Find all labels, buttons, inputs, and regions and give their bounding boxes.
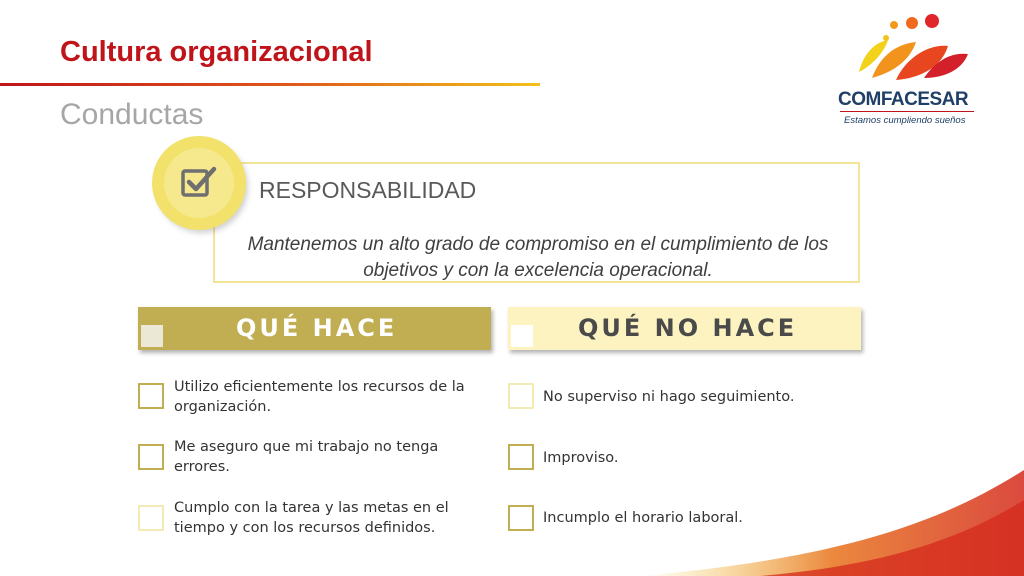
does-not-item-checkbox <box>508 383 534 409</box>
title-divider <box>0 83 540 86</box>
does-item-checkbox <box>138 505 164 531</box>
does-item: Me aseguro que mi trabajo no tenga errores. <box>174 439 439 475</box>
logo-name: COMFACESAR <box>838 89 969 110</box>
value-description: Mantenemos un alto grado de compromiso en el cumplimiento de los objetivos y con la excelencia operacional. <box>247 234 829 281</box>
does-item-checkbox <box>138 383 164 409</box>
does-header-label: QUÉ HACE <box>236 314 398 342</box>
does-item-checkbox <box>138 444 164 470</box>
does-not-item-checkbox <box>508 444 534 470</box>
header-square-icon <box>511 325 533 347</box>
does-item: Utilizo eficientemente los recursos de la organización. <box>174 379 465 415</box>
value-title: RESPONSABILIDAD <box>259 177 477 203</box>
page-subtitle: Conductas <box>60 98 204 131</box>
does-not-item: Incumplo el horario laboral. <box>543 510 743 526</box>
checkbox-check-icon <box>180 164 220 200</box>
header-square-icon <box>141 325 163 347</box>
does-header <box>138 307 491 350</box>
does-not-header-label: QUÉ NO HACE <box>578 314 798 342</box>
does-not-item: No superviso ni hago seguimiento. <box>543 389 795 405</box>
comfacesar-logo <box>836 12 986 132</box>
logo-mark-icon <box>844 12 974 90</box>
does-item: Cumplo con la tarea y las metas en el tiempo y con los recursos definidos. <box>174 500 449 536</box>
does-not-header <box>508 307 861 350</box>
does-not-item: Improviso. <box>543 450 619 466</box>
does-not-item-checkbox <box>508 505 534 531</box>
logo-tagline: Estamos cumpliendo sueños <box>844 115 966 126</box>
logo-divider <box>840 111 974 112</box>
page-title: Cultura organizacional <box>60 36 373 68</box>
